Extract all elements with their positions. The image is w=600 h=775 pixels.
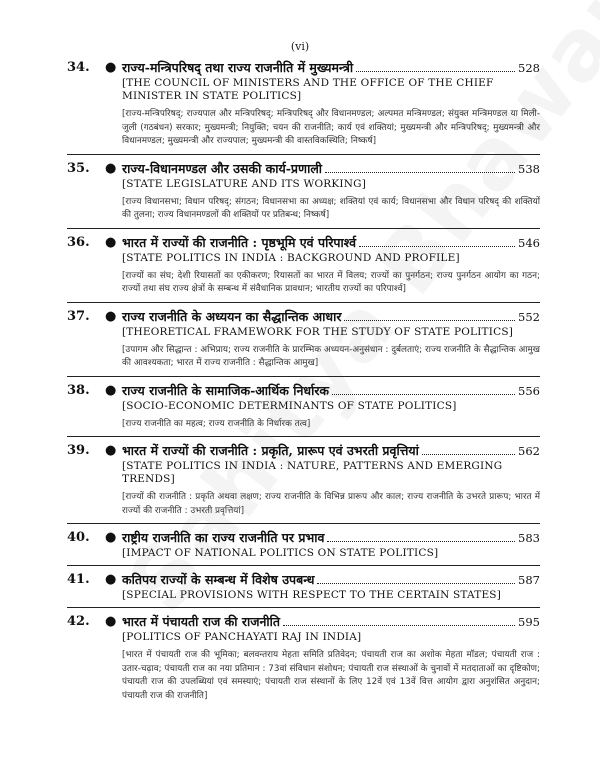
toc-entry[interactable] — [0, 309, 600, 377]
divider — [67, 565, 540, 566]
toc-entry[interactable] — [0, 161, 600, 229]
divider — [67, 523, 540, 524]
dot-leader — [317, 573, 515, 584]
entry-number: 36. — [67, 234, 90, 250]
bullet-icon: ● — [105, 308, 117, 324]
bullet-icon: ● — [105, 234, 117, 250]
entry-number: 37. — [67, 308, 90, 324]
entry-description: [राज्य विधानसभा; विधान परिषद्; संगठन; विधानसभा का अध्यक्ष; शक्तियां एवं कार्य; विधानसभा और विधान परिषद् की शक्तियों की तुलना; राज्य विधानमण्डलों की शक्तियों पर प्रतिबन्ध; निष्कर्ष] — [122, 196, 540, 220]
toc-entry[interactable] — [0, 572, 600, 608]
divider — [67, 154, 540, 155]
entry-english-title: [SPECIAL PROVISIONS WITH RESPECT TO THE CERTAIN STATES] — [122, 589, 501, 601]
entry-english-title: [THEORETICAL FRAMEWORK FOR THE STUDY OF STATE POLITICS] — [122, 325, 514, 338]
entry-page: 562 — [518, 444, 540, 458]
entry-title: राज्य राजनीति के अध्ययन का सैद्धान्तिक आधार — [122, 308, 342, 324]
dot-leader — [359, 236, 515, 247]
entry-description: [राज्य-मन्त्रिपरिषद्; राज्यपाल और मन्त्रिपरिषद्; मन्त्रिपरिषद् और विधानमण्डल; अल्पमत मन्त्रिमण्डल; संयुक्त मन्त्रिमण्डल या मिली-जुली (गठबंधन) सरकार; मुख्यमन्त्री; नियुक्ति; चयन की राजनीति; कार्य एवं शक्तियां; मुख्यमन्त्री और मन्त्रिपरिषद्; मुख्यमन्त्री और विधानमण्डल; मुख्यमन्त्री और राज्यपाल; मुख्यमन्त्री की वास्तविकस्थिति; निष्कर्ष] — [122, 109, 540, 146]
dot-leader — [356, 61, 515, 72]
entry-number: 42. — [67, 614, 90, 629]
entry-title: राज्य राजनीति के सामाजिक-आर्थिक निर्धारक — [122, 382, 330, 398]
toc-entry[interactable] — [0, 530, 600, 566]
entry-description: [राज्यों का संघ; देशी रियासतों का एकीकरण; रियासतों का भारत में विलय; राज्यों का पुनर्गठन; राज्य पुनर्गठन आयोग का गठन; राज्यों तथा संघ राज्य क्षेत्रों के सम्बन्ध में संवैधानिक प्रावधान; भारतीय राज्यों का परिपार्श्व] — [122, 270, 540, 294]
divider — [67, 228, 540, 229]
entry-description: [राज्य राजनीति का महत्व; राज्य राजनीति के निर्धारक तत्व] — [122, 418, 311, 429]
entry-page: 587 — [518, 573, 540, 587]
entry-number: 38. — [67, 382, 90, 398]
dot-leader — [332, 384, 515, 395]
entry-number: 39. — [67, 443, 90, 458]
bullet-icon: ● — [105, 443, 117, 458]
entry-description: [राज्यों की राजनीति : प्रकृति अथवा लक्षण; राज्य राजनीति के विभिन्न प्रारूप और काल; राज्य राजनीति के उभरते प्रारूप; भारत में राज्यों की राजनीति : उभरती प्रवृत्तियां] — [122, 492, 540, 516]
entry-title: राज्य-मन्त्रिपरिषद् तथा राज्य राजनीति में मुख्यमन्त्री — [122, 60, 354, 75]
entry-english-title: [STATE POLITICS IN INDIA : BACKGROUND AND PROFILE] — [122, 251, 460, 264]
entry-number: 40. — [67, 530, 90, 545]
entry-page: 595 — [518, 615, 540, 629]
entry-page: 538 — [518, 161, 540, 176]
entry-number: 34. — [67, 60, 90, 75]
entry-page: 556 — [518, 383, 540, 398]
entry-title: कतिपय राज्यों के सम्बन्ध में विशेष उपबन्ध — [122, 572, 315, 587]
toc-entry[interactable] — [0, 614, 600, 703]
entry-title: भारत में पंचायती राज की राजनीति — [122, 614, 281, 629]
divider — [67, 302, 540, 303]
entry-description: [भारत में पंचायती राज की भूमिका; बलवन्तराय मेहता समिति प्रतिवेदन; पंचायती राज का अशोक मेहता मॉडल; पंचायती राज : उतार-चढ़ाव; पंचायती राज का नया प्रतिमान : 73वां संविधान संशोधन; पंचायती राज संस्थाओं के चुनावों में मतदाताओं का दृष्टिकोण; पंचायती राज की उपलब्धियां एवं समस्याएं; पंचायती राज संस्थानों के लिए 12वें एवं 13वें वित्त आयोग द्वारा अनुशंसित अनुदान; पंचायती राज की राजनीति] — [122, 650, 540, 701]
bullet-icon: ● — [105, 382, 117, 398]
divider — [67, 436, 540, 437]
entry-title: भारत में राज्यों की राजनीति : पृष्ठभूमि एवं परिपार्श्व — [122, 234, 357, 250]
entry-description: [उपागम और सिद्धान्त : अभिप्राय; राज्य राजनीति के प्रारम्भिक अध्ययन-अनुसंधान : दुर्बलताएं; राज्य राजनीति के सैद्धान्तिक आमुख की आवश्यकता; भारत में राज्य राजनीति : सैद्धान्तिक आमुख] — [122, 344, 540, 368]
entry-number: 35. — [67, 160, 90, 176]
entry-title: राष्ट्रीय राजनीति का राज्य राजनीति पर प्रभाव — [122, 530, 325, 545]
entry-page: 528 — [518, 61, 540, 75]
dot-leader — [422, 444, 515, 455]
entry-number: 41. — [67, 572, 90, 587]
divider — [67, 376, 540, 377]
dot-leader — [325, 162, 515, 173]
table-of-contents — [0, 60, 600, 709]
dot-leader — [327, 531, 515, 542]
entry-english-title: [POLITICS OF PANCHAYATI RAJ IN INDIA] — [122, 631, 362, 643]
entry-english-title: [SOCIO-ECONOMIC DETERMINANTS OF STATE POLITICS] — [122, 399, 457, 412]
toc-entry[interactable] — [0, 235, 600, 303]
entry-english-title: [STATE POLITICS IN INDIA : NATURE, PATTERNS AND EMERGING TRENDS] — [122, 460, 503, 485]
dot-leader — [283, 615, 515, 626]
divider — [67, 607, 540, 608]
toc-entry[interactable] — [0, 443, 600, 524]
bullet-icon: ● — [105, 614, 117, 629]
dot-leader — [344, 310, 515, 321]
entry-title: राज्य-विधानमण्डल और उसकी कार्य-प्रणाली — [122, 160, 323, 176]
bullet-icon: ● — [105, 160, 117, 176]
toc-entry[interactable] — [0, 383, 600, 438]
bullet-icon: ● — [105, 572, 117, 587]
page-number: (vi) — [290, 40, 310, 53]
bullet-icon: ● — [105, 60, 117, 75]
entry-page: 552 — [518, 309, 540, 324]
entry-english-title: [IMPACT OF NATIONAL POLITICS ON STATE POLITICS] — [122, 547, 439, 559]
bullet-icon: ● — [105, 530, 117, 545]
entry-english-title: [THE COUNCIL OF MINISTERS AND THE OFFICE OF THE CHIEF MINISTER IN STATE POLITICS] — [122, 77, 494, 102]
entry-english-title: [STATE LEGISLATURE AND ITS WORKING] — [122, 177, 367, 190]
entry-page: 546 — [518, 235, 540, 250]
entry-page: 583 — [518, 531, 540, 545]
entry-title: भारत में राज्यों की राजनीति : प्रकृति, प्रारूप एवं उभरती प्रवृत्तियां — [122, 443, 419, 458]
toc-entry[interactable] — [0, 60, 600, 155]
